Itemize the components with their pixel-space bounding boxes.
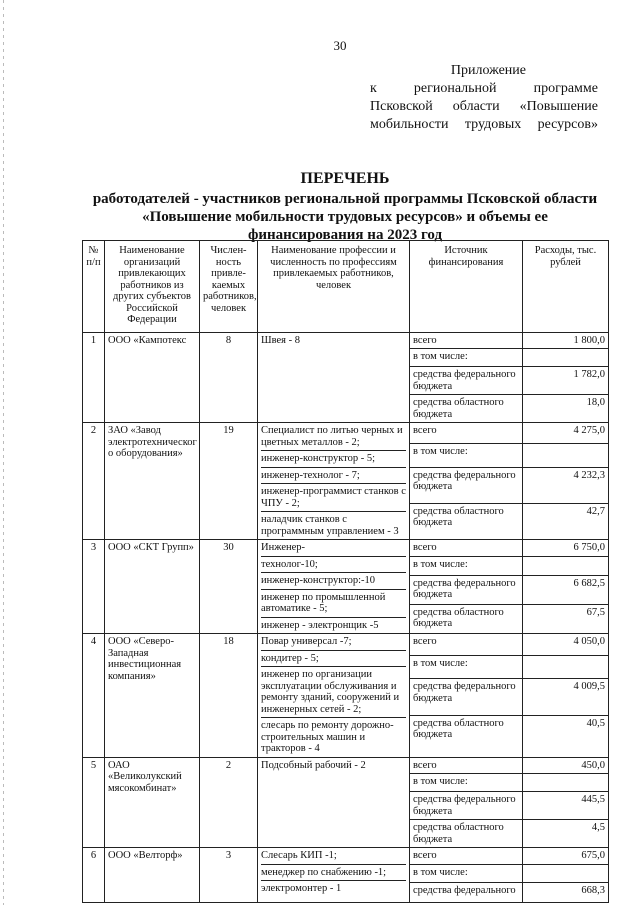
table-row: [83, 634, 609, 656]
title-line-2: «Повышение мобильности трудовых ресурсов» и объемы ее: [142, 209, 548, 225]
funding-source: в том числе:: [410, 557, 523, 576]
funding-source: в том числе:: [410, 655, 523, 679]
row-organization: ООО «Северо-Западная инвестиционная компания»: [105, 634, 200, 758]
row-professions: [258, 757, 410, 848]
funding-amount: [523, 655, 609, 679]
funding-source: средства федерального: [410, 882, 523, 902]
profession-item: электромонтер - 1: [261, 880, 406, 897]
funding-source: средства федерального бюджета: [410, 575, 523, 604]
header-source: Источник финансирования: [410, 241, 523, 333]
header-num: № п/п: [83, 241, 105, 333]
profession-item: инженер - электронщик -5: [261, 617, 406, 634]
profession-item: Слесарь КИП -1;: [261, 850, 337, 861]
page-number: 30: [333, 38, 347, 53]
row-number: 4: [83, 634, 105, 758]
funding-source: средства областного бюджета: [410, 715, 523, 757]
funding-amount: [523, 444, 609, 467]
funding-source: всего: [410, 634, 523, 656]
table-row: [83, 332, 609, 349]
appendix-line-2: [370, 80, 598, 98]
row-worker-count: 8: [200, 332, 258, 423]
funding-amount: 40,5: [523, 715, 609, 757]
funding-amount: 1 782,0: [523, 367, 609, 395]
header-count: Числен-ность привле-каемых работников, человек: [200, 241, 258, 333]
funding-amount: [523, 864, 609, 882]
row-worker-count: 19: [200, 423, 258, 540]
row-professions: [258, 634, 410, 758]
funding-amount: 4 050,0: [523, 634, 609, 656]
row-number: 1: [83, 332, 105, 423]
funding-source: средства федерального бюджета: [410, 367, 523, 395]
table-body: [83, 332, 609, 902]
row-professions: [258, 848, 410, 903]
row-professions: [258, 540, 410, 634]
table-row: [83, 848, 609, 865]
profession-item: Специалист по литью черных и цветных металлов - 2;: [261, 425, 403, 448]
funding-amount: 42,7: [523, 503, 609, 539]
funding-amount: [523, 557, 609, 576]
title-line-1: работодателей - участников региональной программы Псковской области: [92, 191, 598, 207]
row-number: 3: [83, 540, 105, 634]
funding-source: всего: [410, 757, 523, 774]
employers-table: [82, 240, 609, 903]
appendix-line-1: Приложение: [450, 63, 526, 78]
appendix-line-4: мобильности трудовых ресурсов»: [370, 117, 598, 132]
row-organization: ООО «СКТ Групп»: [105, 540, 200, 634]
funding-source: всего: [410, 540, 523, 557]
profession-item: Инженер-: [261, 542, 306, 553]
row-number: 5: [83, 757, 105, 848]
appendix-word-k: к: [370, 81, 377, 96]
profession-item: слесарь по ремонту дорожно-строительных машин и тракторов - 4: [261, 717, 406, 757]
table-row: [83, 423, 609, 444]
funding-amount: 4 009,5: [523, 679, 609, 716]
funding-source: в том числе:: [410, 444, 523, 467]
funding-amount: 18,0: [523, 395, 609, 423]
header-org: Наименование организаций привлекающих работников из других субъектов Российской Федерации: [105, 241, 200, 333]
profession-item: технолог-10;: [261, 556, 406, 573]
funding-source: средства областного бюджета: [410, 503, 523, 539]
row-worker-count: 2: [200, 757, 258, 848]
table-row: [83, 540, 609, 557]
funding-source: средства федерального бюджета: [410, 467, 523, 503]
appendix-word-regional: региональной: [413, 81, 497, 96]
funding-source: в том числе:: [410, 774, 523, 792]
profession-item: Швея - 8: [261, 334, 300, 346]
funding-amount: 450,0: [523, 757, 609, 774]
row-worker-count: 3: [200, 848, 258, 903]
funding-source: в том числе:: [410, 349, 523, 367]
funding-source: средства областного бюджета: [410, 395, 523, 423]
document-title: [80, 170, 610, 244]
funding-source: средства областного бюджета: [410, 820, 523, 848]
header-professions: Наименование профессии и численность по профессиям привлекаемых работников, человек: [258, 241, 410, 333]
row-number: 6: [83, 848, 105, 903]
funding-source: средства областного бюджета: [410, 604, 523, 633]
funding-amount: 67,5: [523, 604, 609, 633]
profession-item: кондитер - 5;: [261, 650, 406, 667]
funding-source: всего: [410, 423, 523, 444]
funding-source: средства федерального бюджета: [410, 679, 523, 716]
row-worker-count: 30: [200, 540, 258, 634]
funding-amount: [523, 349, 609, 367]
row-worker-count: 18: [200, 634, 258, 758]
funding-source: всего: [410, 848, 523, 865]
funding-amount: 1 800,0: [523, 332, 609, 349]
profession-item: Повар универсал -7;: [261, 636, 352, 647]
profession-item: инженер по промышленной автоматике - 5;: [261, 589, 406, 617]
row-number: 2: [83, 423, 105, 540]
profession-item: менеджер по снабжению -1;: [261, 864, 406, 881]
funding-amount: 675,0: [523, 848, 609, 865]
title-heading: ПЕРЕЧЕНЬ: [300, 170, 390, 187]
row-organization: ОАО «Великолукский мясокомбинат»: [105, 757, 200, 848]
row-organization: ООО «Кампотекс: [105, 332, 200, 423]
appendix-line-3: Псковской области «Повышение: [370, 99, 598, 114]
funding-amount: 6 750,0: [523, 540, 609, 557]
funding-amount: 668,3: [523, 882, 609, 902]
row-professions: [258, 423, 410, 540]
funding-amount: 6 682,5: [523, 575, 609, 604]
appendix-word-program: программе: [533, 81, 598, 96]
table-row: [83, 757, 609, 774]
funding-source: всего: [410, 332, 523, 349]
row-organization: ЗАО «Завод электротехническог о оборудования»: [105, 423, 200, 540]
profession-item: инженер-программист станков с ЧПУ - 2;: [261, 483, 406, 511]
scan-edge-line: [3, 0, 4, 905]
funding-source: в том числе:: [410, 864, 523, 882]
profession-item: инженер-конструктор - 5;: [261, 450, 406, 467]
header-expenses: Расходы, тыс. рублей: [523, 241, 609, 333]
funding-amount: 4,5: [523, 820, 609, 848]
row-professions: [258, 332, 410, 423]
funding-amount: [523, 774, 609, 792]
funding-amount: 445,5: [523, 792, 609, 820]
table-header-row: [83, 241, 609, 333]
profession-item: инженер-технолог - 7;: [261, 467, 406, 484]
profession-item: инженер-конструктор:-10: [261, 572, 406, 589]
row-organization: ООО «Велторф»: [105, 848, 200, 903]
title-line-3: финансирования на 2023 год: [247, 227, 443, 243]
profession-item: инженер по организации эксплуатации обслуживания и ремонту зданий, сооружений и инженерных сетей - 2;: [261, 666, 406, 717]
appendix-block: [370, 62, 598, 134]
profession-item: Подсобный рабочий - 2: [261, 759, 366, 771]
profession-item: наладчик станков с программным управлением - 3: [261, 511, 406, 539]
funding-source: средства федерального бюджета: [410, 792, 523, 820]
funding-amount: 4 275,0: [523, 423, 609, 444]
funding-amount: 4 232,3: [523, 467, 609, 503]
